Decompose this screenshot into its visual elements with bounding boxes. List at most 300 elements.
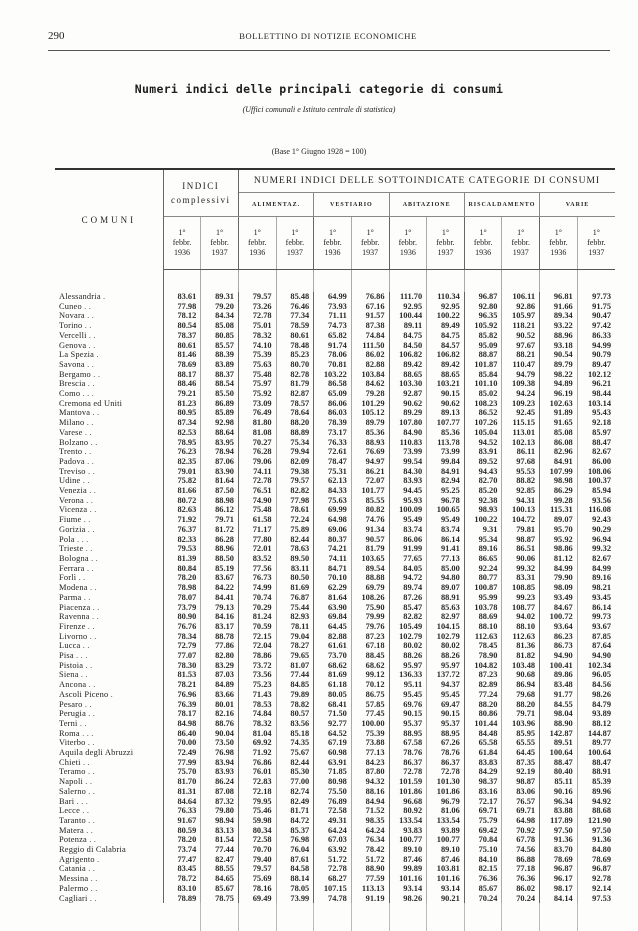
- cell-alim_1937: 89.50: [276, 554, 314, 564]
- header-period-alim_1936: 1° febbr. 1936: [238, 217, 276, 270]
- cell-alim_1936: 75.97: [238, 379, 276, 389]
- cell-indici_1936: 78.21: [163, 680, 201, 690]
- cell-varie_1937: 103.14: [587, 398, 611, 408]
- cell-risc_1936: 80.86: [464, 709, 502, 719]
- leader-dots: . .: [87, 505, 97, 515]
- cell-indici_1936: 81.39: [163, 554, 201, 564]
- cell-abit_1937: 93.89: [427, 826, 465, 836]
- cell-alim_1937: 76.04: [276, 845, 314, 855]
- cell-abit_1937: 78.76: [427, 748, 465, 758]
- cell-risc_1936: 83.91: [464, 447, 502, 457]
- cell-abit_1937: 101.16: [427, 874, 465, 884]
- cell-alim_1936: 61.58: [238, 515, 276, 525]
- cell-indici_1937: 86.24: [201, 777, 239, 787]
- cell-indici_1937: 83.93: [201, 767, 239, 777]
- cell-abit_1937: 102.79: [427, 632, 465, 642]
- cell-varie_1936: 84.91: [540, 457, 578, 467]
- cell-alim_1937: 72.24: [276, 515, 314, 525]
- cell-indici_1937: 85.57: [201, 341, 239, 351]
- cell-alim_1936: 73.72: [238, 661, 276, 671]
- cell-varie_1937: 87.64: [592, 641, 611, 651]
- table-row: [55, 661, 615, 671]
- comune-name: Ascoli Piceno .: [55, 690, 163, 700]
- cell-abit_1937: 88.95: [427, 729, 465, 739]
- cell-vest_1937: 75.90: [351, 603, 389, 613]
- cell-varie_1936: 88.90: [540, 719, 578, 729]
- cell-abit_1937: 133.54: [427, 816, 465, 826]
- cell-varie_1936: 80.40: [540, 767, 578, 777]
- cell-indici_1937: 88.55: [201, 864, 239, 874]
- cell-alim_1937: 80.50: [276, 573, 314, 583]
- cell-varie_1936: 89.51: [540, 738, 578, 748]
- cell-vest_1936: 64.52: [314, 729, 352, 739]
- cell-indici_1937: 84.41: [201, 593, 239, 603]
- cell-varie_1937: 100.64: [587, 748, 611, 758]
- leader-dots: . .: [90, 408, 100, 418]
- cell-risc_1936: 107.26: [464, 418, 502, 428]
- cell-risc_1937: 102.13: [502, 438, 540, 448]
- table-row: [55, 389, 615, 399]
- cell-vest_1936: 107.15: [314, 884, 352, 894]
- cell-abit_1936: 89.42: [389, 360, 427, 370]
- cell-alim_1936: 79.57: [238, 864, 276, 874]
- cell-risc_1936: 86.52: [464, 408, 502, 418]
- cell-risc_1937: 86.02: [502, 884, 540, 894]
- comune-name: Trento . .: [55, 447, 163, 457]
- cell-indici_1937: 85.19: [201, 564, 239, 574]
- cell-alim_1936: 72.01: [238, 544, 276, 554]
- cell-risc_1936: 78.45: [464, 641, 502, 651]
- table-row: [55, 787, 615, 797]
- journal-title: BOLLETTINO DI NOTIZIE ECONOMICHE: [239, 31, 417, 41]
- cell-alim_1936: 77.80: [238, 535, 276, 545]
- cell-abit_1937: 106.82: [427, 350, 465, 360]
- cell-alim_1937: 78.48: [276, 341, 314, 351]
- leader-dots: . .: [87, 893, 97, 903]
- cell-indici_1936: 80.72: [163, 496, 201, 506]
- cell-risc_1937: 94.79: [502, 370, 540, 380]
- cell-abit_1937: 90.62: [427, 399, 465, 409]
- leader-dots: . .: [81, 592, 91, 602]
- cell-alim_1937: 75.89: [276, 525, 314, 535]
- cell-vest_1937: 67.16: [351, 302, 389, 312]
- leader-dots: .: [94, 854, 100, 864]
- cell-alim_1937: 78.63: [276, 544, 314, 554]
- cell-vest_1937: 91.57: [351, 311, 389, 321]
- cell-risc_1936: 85.20: [464, 486, 502, 496]
- cell-abit_1936: 136.33: [389, 670, 427, 680]
- cell-alim_1936: 75.48: [238, 370, 276, 380]
- cell-vest_1937: 87.23: [351, 632, 389, 642]
- cell-alim_1937: 82.49: [276, 797, 314, 807]
- cell-indici_1937: 88.37: [201, 370, 239, 380]
- cell-indici_1936: 80.95: [163, 408, 201, 418]
- comune-name: Novara . .: [55, 311, 163, 321]
- cell-alim_1937: 81.71: [276, 806, 314, 816]
- cell-vest_1936: 72.78: [314, 864, 352, 874]
- cell-indici_1936: 78.20: [163, 573, 201, 583]
- table-row: [55, 826, 615, 836]
- cell-risc_1937: 88.21: [502, 350, 540, 360]
- cell-varie_1937: 91.36: [592, 835, 611, 845]
- cell-indici_1936: 87.34: [163, 418, 201, 428]
- cell-risc_1936: 105.04: [464, 428, 502, 438]
- cell-risc_1937: 92.86: [502, 302, 540, 312]
- cell-vest_1937: 79.28: [351, 389, 389, 399]
- cell-varie_1936: 84.99: [540, 564, 578, 574]
- comune-name: Verona . .: [55, 496, 163, 506]
- cell-abit_1936: 100.09: [389, 505, 427, 515]
- cell-abit_1936: 84.30: [389, 467, 427, 477]
- comune-name: Genova . .: [55, 341, 163, 351]
- cell-indici_1937: 83.17: [201, 622, 239, 632]
- cell-risc_1937: 97.67: [502, 341, 540, 351]
- cell-alim_1937: 82.82: [276, 486, 314, 496]
- cell-vest_1936: 84.71: [314, 564, 352, 574]
- comune-name: Bari . . .: [55, 797, 163, 807]
- cell-abit_1937: 90.15: [427, 709, 465, 719]
- cell-abit_1936: 103.30: [389, 379, 427, 389]
- cell-varie_1936: 100.41: [540, 661, 578, 671]
- leader-dots: . .: [82, 447, 92, 457]
- comune-name: Vercelli . .: [55, 331, 163, 341]
- cell-vest_1936: 63.90: [314, 603, 352, 613]
- cell-varie_1937: 99.32: [592, 544, 611, 554]
- cell-vest_1936: 69.84: [314, 612, 352, 622]
- cell-indici_1937: 87.08: [201, 787, 239, 797]
- cell-risc_1937: 83.31: [502, 573, 540, 583]
- cell-alim_1937: 80.57: [276, 709, 314, 719]
- cell-alim_1937: 80.61: [276, 331, 314, 341]
- cell-risc_1936: 83.83: [464, 758, 502, 768]
- cell-vest_1936: 78.39: [314, 418, 352, 428]
- comune-name: Matera . .: [55, 826, 163, 836]
- cell-indici_1936: 77.47: [163, 855, 201, 865]
- cell-alim_1936: 80.34: [238, 826, 276, 836]
- cell-risc_1936: 70.24: [464, 894, 502, 904]
- cell-risc_1937: 64.45: [502, 748, 540, 758]
- comune-name: Chieti . .: [55, 758, 163, 768]
- cell-alim_1936: 71.92: [238, 748, 276, 758]
- cell-indici_1936: 77.99: [163, 758, 201, 768]
- header-category-alimentazione: ALIMENTAZ.: [238, 193, 313, 217]
- leader-dots: . .: [84, 311, 95, 321]
- comune-name: Varese . .: [55, 428, 163, 438]
- cell-vest_1937: 88.93: [351, 438, 389, 448]
- comune-name: Padova . .: [55, 457, 163, 467]
- cell-indici_1936: 82.63: [163, 505, 201, 515]
- cell-risc_1936: 76.36: [464, 874, 502, 884]
- cell-abit_1937: 87.46: [427, 855, 465, 865]
- cell-varie_1936: 86.23: [540, 632, 578, 642]
- cell-alim_1937: 78.05: [276, 884, 314, 894]
- cell-varie_1936: 93.18: [540, 341, 578, 351]
- cell-abit_1937: 100.77: [427, 835, 465, 845]
- comune-name: Firenze . .: [55, 622, 163, 632]
- cell-varie_1936: 96.34: [540, 797, 578, 807]
- cell-alim_1937: 79.57: [276, 476, 314, 486]
- cell-abit_1936: 83.93: [389, 476, 427, 486]
- cell-risc_1936: 84.29: [464, 767, 502, 777]
- cell-indici_1936: 83.10: [163, 884, 201, 894]
- cell-indici_1936: 78.17: [163, 709, 201, 719]
- cell-vest_1937: 69.79: [351, 583, 389, 593]
- cell-varie_1937: 116.08: [588, 505, 611, 515]
- cell-vest_1936: 65.82: [314, 331, 352, 341]
- cell-varie_1936: 86.08: [540, 438, 578, 448]
- cell-varie_1937: 96.05: [592, 670, 611, 680]
- cell-vest_1937: 91.19: [351, 894, 389, 904]
- cell-varie_1936: 96.17: [540, 874, 578, 884]
- cell-varie_1936: 98.04: [540, 709, 578, 719]
- comune-name: Cremona ed Uniti: [55, 399, 163, 409]
- cell-indici_1937: 82.16: [201, 709, 239, 719]
- cell-risc_1936: 96.87: [464, 292, 502, 302]
- cell-indici_1936: 78.98: [163, 583, 201, 593]
- cell-abit_1937: 93.14: [427, 884, 465, 894]
- cell-indici_1937: 88.78: [201, 632, 239, 642]
- table-row: [55, 680, 615, 690]
- cell-risc_1937: 86.94: [502, 680, 540, 690]
- cell-abit_1937: 89.49: [427, 321, 465, 331]
- cell-risc_1937: 98.87: [502, 535, 540, 545]
- table-row: [55, 564, 615, 574]
- cell-alim_1936: 81.24: [238, 612, 276, 622]
- table-row: [55, 651, 615, 661]
- cell-risc_1936: 95.09: [464, 341, 502, 351]
- table-row: [55, 874, 615, 884]
- cell-varie_1937: 90.47: [592, 311, 611, 321]
- cell-abit_1936: 84.75: [389, 331, 427, 341]
- cell-risc_1936: 65.58: [464, 738, 502, 748]
- cell-abit_1937: 88.26: [427, 651, 465, 661]
- leader-dots: . .: [88, 553, 98, 563]
- cell-vest_1937: 64.24: [351, 826, 389, 836]
- comune-name: Torino . .: [55, 321, 163, 331]
- cell-risc_1937: 105.97: [502, 311, 540, 321]
- cell-risc_1937: 115.15: [502, 418, 540, 428]
- cell-abit_1936: 100.77: [389, 835, 427, 845]
- leader-dots: . .: [88, 874, 98, 884]
- cell-abit_1936: 67.58: [389, 738, 427, 748]
- cell-alim_1936: 69.49: [238, 894, 276, 904]
- cell-risc_1937: 79.81: [502, 525, 540, 535]
- cell-indici_1937: 85.89: [201, 408, 239, 418]
- cell-varie_1937: 100.37: [587, 476, 611, 486]
- cell-risc_1937: 97.68: [502, 457, 540, 467]
- cell-alim_1936: 70.59: [238, 622, 276, 632]
- cell-indici_1936: 84.98: [163, 719, 201, 729]
- cell-abit_1936: 73.99: [389, 447, 427, 457]
- cell-abit_1937: 89.42: [427, 360, 465, 370]
- cell-vest_1936: 74.21: [314, 544, 352, 554]
- cell-vest_1936: 63.91: [314, 758, 352, 768]
- cell-vest_1937: 78.42: [351, 845, 389, 855]
- cell-abit_1937: 73.99: [427, 447, 465, 457]
- cell-varie_1937: 89.77: [592, 738, 611, 748]
- leader-dots: . .: [86, 680, 96, 690]
- comune-name: Modena . .: [55, 583, 163, 593]
- comune-name: Potenza . .: [55, 835, 163, 845]
- cell-alim_1936: 74.10: [238, 341, 276, 351]
- cell-vest_1936: 68.41: [314, 700, 352, 710]
- comune-name: Taranto . .: [55, 816, 163, 826]
- cell-risc_1936: 69.42: [464, 826, 502, 836]
- cell-indici_1936: 81.31: [163, 787, 201, 797]
- cell-alim_1937: 82.74: [276, 787, 314, 797]
- cell-indici_1936: 80.90: [163, 612, 201, 622]
- cell-vest_1937: 86.21: [351, 467, 389, 477]
- cell-indici_1936: 80.54: [163, 321, 201, 331]
- table-row: [55, 408, 615, 418]
- cell-alim_1936: 69.92: [238, 738, 276, 748]
- cell-varie_1937: 94.99: [592, 340, 611, 350]
- cell-indici_1937: 83.29: [201, 661, 239, 671]
- cell-abit_1937: 91.41: [427, 544, 465, 554]
- cell-abit_1937: 95.49: [427, 515, 465, 525]
- header-category-vestiario: VESTIARIO: [314, 193, 389, 217]
- cell-alim_1936: 71.17: [238, 525, 276, 535]
- cell-varie_1937: 94.90: [592, 651, 611, 661]
- cell-vest_1937: 76.86: [351, 292, 389, 302]
- cell-indici_1937: 87.50: [201, 486, 239, 496]
- cell-indici_1937: 83.67: [201, 573, 239, 583]
- table-row: [55, 554, 615, 564]
- comune-name: Venezia . .: [55, 486, 163, 496]
- cell-alim_1936: 72.83: [238, 777, 276, 787]
- cell-indici_1937: 84.65: [201, 874, 239, 884]
- cell-varie_1937: 88.47: [592, 437, 611, 447]
- cell-risc_1937: 109.38: [502, 379, 540, 389]
- header-period-abit_1937: 1° febbr. 1937: [427, 217, 465, 270]
- comune-name: Bologna . .: [55, 554, 163, 564]
- cell-abit_1937: 95.37: [427, 719, 465, 729]
- cell-abit_1937: 84.91: [427, 467, 465, 477]
- table-title: Numeri indici delle principali categorie di consumi: [134, 82, 504, 96]
- cell-risc_1937: 67.78: [502, 835, 540, 845]
- leader-dots: . .: [78, 670, 88, 680]
- cell-alim_1937: 83.11: [276, 564, 314, 574]
- cell-varie_1937: 91.75: [592, 301, 611, 311]
- cell-abit_1937: 89.10: [427, 845, 465, 855]
- comune-name: Piacenza . .: [55, 603, 163, 613]
- cell-vest_1937: 87.80: [351, 767, 389, 777]
- cell-indici_1936: 79.01: [163, 467, 201, 477]
- cell-varie_1936: 96.19: [540, 389, 578, 399]
- cell-risc_1937: 76.57: [502, 797, 540, 807]
- table-row: [55, 535, 615, 545]
- cell-abit_1936: 85.47: [389, 603, 427, 613]
- cell-indici_1936: 81.46: [163, 350, 201, 360]
- cell-varie_1937: 86.33: [592, 330, 611, 340]
- table-row: [55, 816, 615, 826]
- cell-risc_1936: 85.82: [464, 331, 502, 341]
- cell-alim_1937: 75.44: [276, 603, 314, 613]
- comune-name: Messina . .: [55, 874, 163, 884]
- leader-dots: . .: [83, 495, 94, 505]
- cell-indici_1937: 82.47: [201, 855, 239, 865]
- cell-abit_1936: 90.15: [389, 709, 427, 719]
- cell-indici_1936: 80.59: [163, 826, 201, 836]
- header-indici-complessivi: INDICI complessivi: [163, 170, 238, 217]
- cell-vest_1936: 73.93: [314, 302, 352, 312]
- cell-abit_1937: 80.02: [427, 641, 465, 651]
- cell-vest_1937: 85.36: [351, 428, 389, 438]
- cell-alim_1937: 75.34: [276, 438, 314, 448]
- cell-varie_1937: 88.12: [592, 718, 611, 728]
- comune-name: Siena . .: [55, 670, 163, 680]
- cell-indici_1937: 88.96: [201, 544, 239, 554]
- cell-alim_1937: 87.61: [276, 855, 314, 865]
- leader-dots: . .: [86, 340, 96, 350]
- cell-vest_1936: 60.98: [314, 748, 352, 758]
- cell-varie_1937: 89.47: [592, 359, 611, 369]
- cell-abit_1937: 82.97: [427, 612, 465, 622]
- cell-vest_1936: 72.61: [314, 447, 352, 457]
- leader-dots: . .: [90, 369, 101, 379]
- cell-indici_1937: 79.71: [201, 515, 239, 525]
- cell-indici_1937: 77.44: [201, 845, 239, 855]
- cell-abit_1937: 85.36: [427, 428, 465, 438]
- cell-risc_1936: 101.10: [464, 379, 502, 389]
- cell-abit_1936: 95.37: [389, 719, 427, 729]
- cell-indici_1936: 79.21: [163, 389, 201, 399]
- table-row: [55, 399, 615, 409]
- cell-vest_1937: 86.75: [351, 690, 389, 700]
- cell-varie_1936: 96.81: [540, 292, 578, 302]
- cell-indici_1936: 78.12: [163, 311, 201, 321]
- cell-indici_1936: 81.53: [163, 670, 201, 680]
- cell-risc_1936: 86.65: [464, 554, 502, 564]
- cell-varie_1937: 85.94: [592, 486, 611, 496]
- cell-alim_1936: 81.08: [238, 428, 276, 438]
- cell-alim_1937: 88.14: [276, 874, 314, 884]
- leader-dots: . .: [85, 709, 96, 719]
- leader-dots: . . .: [74, 796, 88, 806]
- cell-varie_1937: 78.69: [592, 854, 611, 864]
- cell-alim_1937: 77.44: [276, 670, 314, 680]
- comune-name: Cuneo . .: [55, 302, 163, 312]
- comune-name: Parma . .: [55, 593, 163, 603]
- leader-dots: . .: [84, 359, 95, 369]
- cell-vest_1937: 81.79: [351, 544, 389, 554]
- cell-vest_1936: 81.69: [314, 670, 352, 680]
- cell-risc_1936: 105.92: [464, 321, 502, 331]
- cell-vest_1937: 77.13: [351, 748, 389, 758]
- cell-indici_1936: 81.23: [163, 399, 201, 409]
- cell-risc_1936: 77.24: [464, 690, 502, 700]
- leader-dots: . .: [87, 583, 97, 593]
- cell-abit_1936: 84.90: [389, 428, 427, 438]
- cell-alim_1936: 76.51: [238, 486, 276, 496]
- cell-varie_1936: 98.86: [540, 544, 578, 554]
- leader-dots: . .: [88, 883, 98, 893]
- cell-vest_1936: 76.89: [314, 797, 352, 807]
- cell-vest_1936: 71.50: [314, 709, 352, 719]
- cell-varie_1937: 96.94: [592, 534, 611, 544]
- leader-dots: . .: [85, 767, 95, 777]
- cell-varie_1937: 121.90: [587, 815, 611, 825]
- table-row: [55, 583, 615, 593]
- cell-alim_1936: 72.78: [238, 311, 276, 321]
- cell-alim_1937: 77.00: [276, 777, 314, 787]
- cell-vest_1936: 78.47: [314, 457, 352, 467]
- cell-abit_1936: 69.76: [389, 700, 427, 710]
- cell-abit_1936: 89.74: [389, 583, 427, 593]
- cell-varie_1937: 98.21: [592, 583, 611, 593]
- cell-alim_1936: 73.26: [238, 302, 276, 312]
- leader-dots: . .: [82, 699, 92, 709]
